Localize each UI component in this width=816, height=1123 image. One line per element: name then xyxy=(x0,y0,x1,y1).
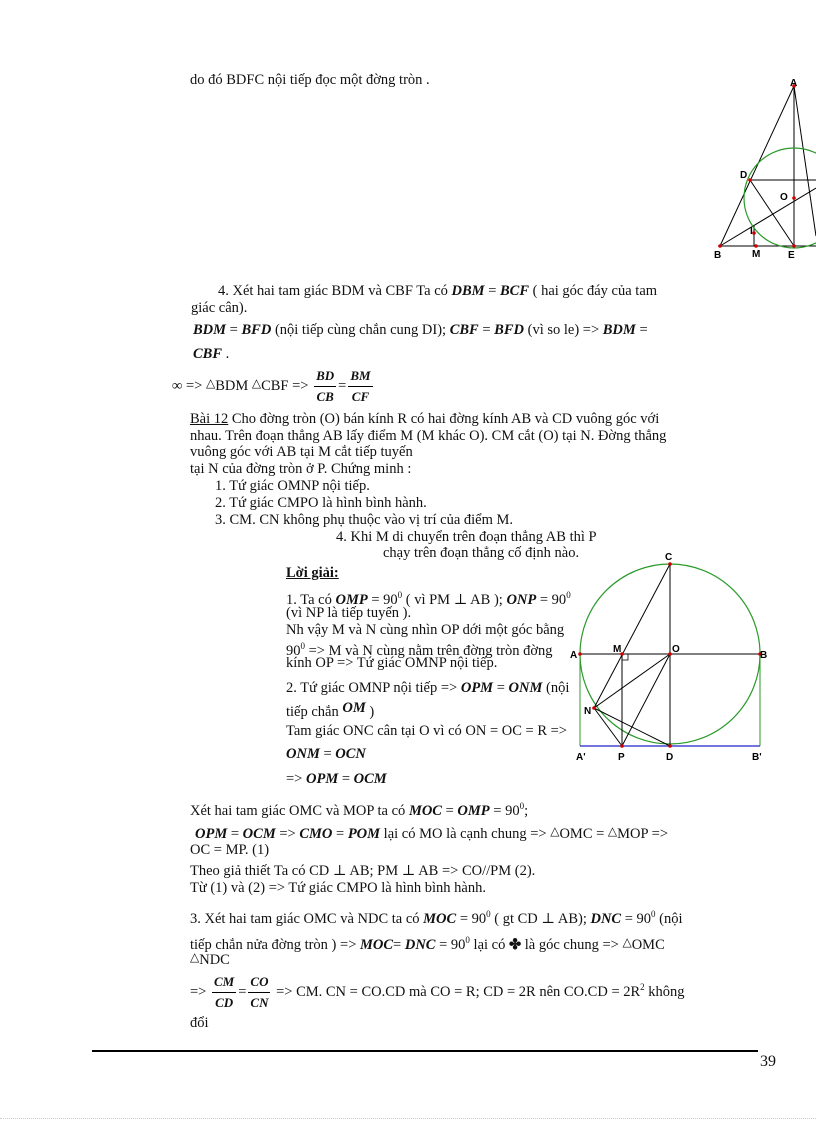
solution-line4: $90^0 => M$ và N cùng nằm trên đờng tròn đờng xyxy=(286,641,553,659)
part4-line4: CBF . xyxy=(193,346,230,362)
bai12-item-4: 4. Khi M di chuyển trên đoạn thẳng AB thì P xyxy=(336,529,597,545)
fig2-label-a: A xyxy=(570,650,578,661)
bai12-item-1: 1. Tứ giác OMNP nội tiếp. xyxy=(215,478,370,494)
fig1-line xyxy=(720,86,794,246)
para-line9: => $\frac{CM}{CD}$ = $\frac{CO}{CN}$ => CM. CN = CO.CD mà CO = R; CD = 2R nên $CO.CD = 2R^2$ không xyxy=(190,972,685,1013)
solution-line10: => OPM = OCM xyxy=(286,771,387,787)
fig2-label-o: O xyxy=(672,644,680,655)
fig1-line xyxy=(750,180,794,246)
fraction-cm-cd: $\frac{CM}{CD}$ xyxy=(213,974,235,1010)
fig2-point xyxy=(620,744,624,748)
bai12-line3: vuông góc với AB tại M cắt tiếp tuyến xyxy=(190,444,413,460)
fraction-co-cn: $\frac{CO}{CN}$ xyxy=(250,974,269,1010)
bai12-title: Bài 12 xyxy=(190,411,229,427)
fig2-label-m: M xyxy=(613,644,622,655)
para-line2: OPM = OCM => CMO = POM lại có MO là cạnh chung => △OMC = △MOP => xyxy=(195,824,669,842)
solution-line7: tiếp chắn OM ) xyxy=(286,700,375,720)
figure-circle xyxy=(570,548,770,764)
part4-line2: giác cân). xyxy=(191,300,248,316)
fig1-point xyxy=(748,178,752,182)
footer-rule xyxy=(92,1050,758,1052)
solution-line5: kính OP => Tứ giác OMNP nội tiếp. xyxy=(286,655,498,671)
para-line4: Theo giả thiết Ta có CD ⊥ AB; PM ⊥ AB => CO//PM (2). xyxy=(190,863,536,879)
fig2-label-c: C xyxy=(665,552,673,563)
fig2-line-on xyxy=(594,654,670,708)
bai12-item-3: 3. CM. CN không phụ thuộc vào vị trí của điểm M. xyxy=(215,512,514,528)
part4-line3: BDM = BFD (nội tiếp cùng chắn cung DI); CBF = BFD (vì so le) => BDM = xyxy=(193,322,648,338)
fig1-label-i: I xyxy=(750,226,753,237)
fig2-label-d: D xyxy=(666,752,674,763)
fig1-line xyxy=(794,86,816,236)
part4-line5: ∞ => △BDM △CBF => $\frac{BD}{CB}$ = $\frac{BM}{CF}$ xyxy=(172,366,375,407)
para-line3: OC = MP. (1) xyxy=(190,842,270,858)
solution-line6: 2. Tứ giác OMNP nội tiếp => OPM = ONM (nội xyxy=(286,680,570,696)
bai12-item-2: 2. Tứ giác CMPO là hình bình hành. xyxy=(215,495,427,511)
para-line10: đổi xyxy=(190,1015,209,1031)
para-line7: tiếp chắn nửa đờng tròn ) => MOC= DNC = $90^0$ lại có ✤ là góc chung => △OMC xyxy=(190,934,665,953)
solution-heading: Lời giải: xyxy=(286,565,339,581)
fig1-point xyxy=(792,244,796,248)
para-line1: Xét hai tam giác OMC và MOP ta có MOC = OMP = $90^0$; xyxy=(190,801,529,819)
bai12-line4: tại N của đờng tròn ở P. Chứng minh : xyxy=(190,461,412,477)
fig1-line xyxy=(720,188,816,246)
fig1-point xyxy=(718,244,722,248)
fig1-point xyxy=(792,196,796,200)
fig2-point xyxy=(578,652,582,656)
fig1-label-o: O xyxy=(780,192,788,203)
fig2-label-p: P xyxy=(618,752,625,763)
solution-line8: Tam giác ONC cân tại O vì có ON = OC = R => xyxy=(286,723,567,739)
para-line8: △NDC xyxy=(190,950,230,968)
solution-line1: 1. Ta có OMP = $90^0$ ( vì PM ⊥ AB ); ONP = $90^0$ xyxy=(286,590,571,608)
solution-line3: Nh vậy M và N cùng nhìn OP dới một góc bằng xyxy=(286,622,565,638)
fig2-line-op xyxy=(622,654,670,746)
page-number: 39 xyxy=(760,1053,776,1070)
fig2-point xyxy=(592,706,596,710)
fig2-point xyxy=(668,744,672,748)
fig1-label-a: A xyxy=(790,78,798,89)
solution-line9: ONM = OCN xyxy=(286,746,366,762)
fig1-label-e: E xyxy=(788,250,795,261)
fraction-bm-cf: $\frac{BM}{CF}$ xyxy=(350,368,371,404)
top-line: do đó BDFC nội tiếp đọc một đờng tròn . xyxy=(190,72,430,88)
fig2-line-cn xyxy=(594,564,670,708)
fig1-label-d: D xyxy=(740,170,748,181)
fig1-label-b: B xyxy=(714,250,722,261)
fig1-point xyxy=(754,244,758,248)
para-line6: 3. Xét hai tam giác OMC và NDC ta có MOC = $90^0$ ( gt CD ⊥ AB); DNC = $90^0$ (nội xyxy=(190,909,683,927)
fig2-label-a-prime: A' xyxy=(576,752,586,763)
fig2-label-b-prime: B' xyxy=(752,752,762,763)
para-line5: Từ (1) và (2) => Tứ giác CMPO là hình bình hành. xyxy=(190,880,486,896)
fig2-label-n: N xyxy=(584,706,592,717)
bai12-item-4-cont: chạy trên đoạn thẳng cố định nào. xyxy=(383,545,580,561)
page-bottom-border xyxy=(0,1118,816,1119)
fig1-label-m: M xyxy=(752,249,761,260)
solution-line2: (vì NP là tiếp tuyến ). xyxy=(286,605,412,621)
bai12-line1: Bài 12 Cho đờng tròn (O) bán kính R có hai đờng kính AB và CD vuông góc với xyxy=(190,411,660,427)
fig2-label-b: B xyxy=(760,650,768,661)
figure-triangle xyxy=(708,76,816,262)
fraction-bd-cb: $\frac{BD}{CB}$ xyxy=(316,368,335,404)
bai12-line2: nhau. Trên đoạn thẳng AB lấy điểm M (M khác O). CM cắt (O) tại N. Đờng thẳng xyxy=(190,428,667,444)
part4-line1: 4. Xét hai tam giác BDM và CBF Ta có DBM = BCF ( hai góc đáy của tam xyxy=(218,283,658,299)
